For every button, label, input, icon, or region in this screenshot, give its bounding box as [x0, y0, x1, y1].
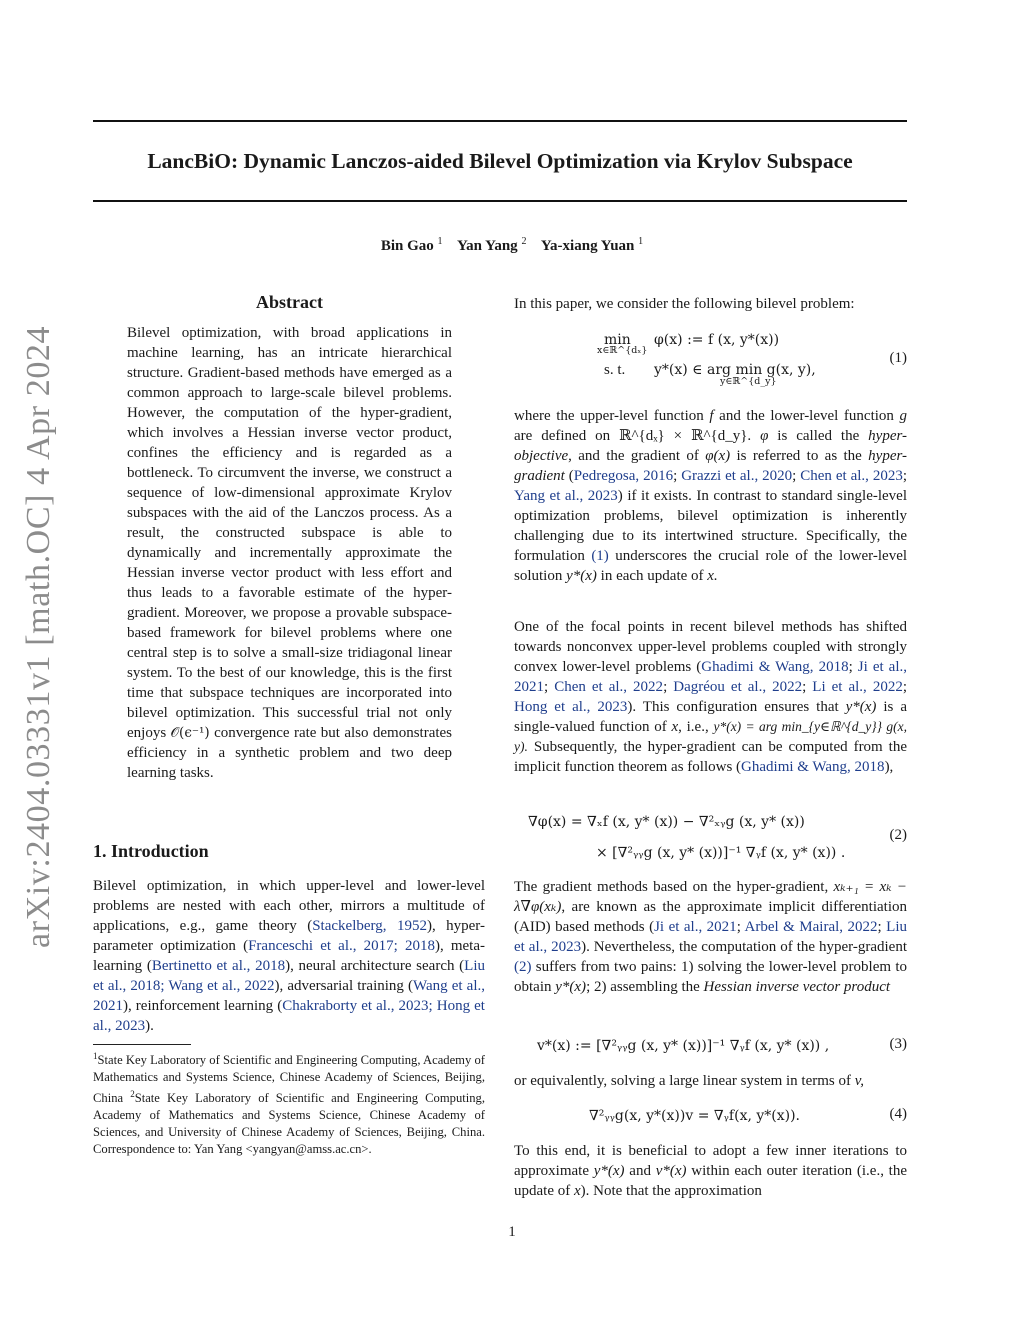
citation-link[interactable]: Wang et al., 2021 — [93, 978, 486, 1014]
footnote-rule — [93, 1044, 191, 1045]
math: y*(x) — [566, 568, 597, 584]
text: ). Note that the approximation — [580, 1183, 762, 1199]
paper-title: LancBiO: Dynamic Lanczos-aided Bilevel Optimization via Krylov Subspace — [147, 149, 853, 173]
math: x — [573, 1183, 581, 1199]
equation-number: (2) — [889, 827, 907, 843]
math: y*(x) — [593, 1163, 625, 1179]
footnote-text: State Key Laboratory of Scientific and Engineering Computing, Academy of Mathematics and Systems Science, Chinese Academy of Sciences, and University of Chinese Academy of Sciences, Beijing, China. Correspondence to: Yan Yang <yangyan@amss.ac.cn>. — [93, 1091, 485, 1156]
text: is called the — [777, 428, 860, 444]
complexity-bound: 𝒪(ϵ⁻¹) — [170, 725, 210, 741]
citation-link[interactable]: Grazzi et al., 2020 — [681, 468, 793, 484]
citation-link[interactable]: Li et al., 2022 — [812, 679, 903, 695]
text: ; 2) assembling the — [586, 979, 700, 995]
citation-link[interactable]: Chen et al., 2022 — [554, 679, 664, 695]
title-bottom-rule — [93, 200, 907, 202]
introduction-paragraph — [93, 876, 485, 1036]
affiliation-footnote — [93, 1048, 485, 1158]
author-name: Ya-xiang Yuan — [540, 238, 635, 254]
math: φ — [760, 428, 769, 444]
citation-link[interactable]: Chakraborty et al., 2023; Hong et al., 2023 — [93, 998, 485, 1034]
text: , are known as the approximate implicit differentiation (AID) based methods ( — [514, 899, 907, 935]
text: is a single-valued function of — [514, 699, 908, 735]
text: is referred to as the — [736, 448, 862, 464]
eq2-line2: × [∇²ᵧᵧg (x, y* (x))]⁻¹ ∇ᵧf (x, y* (x)) . — [596, 845, 846, 861]
math: y*(x) — [555, 979, 587, 995]
equation-number: (4) — [889, 1106, 907, 1122]
eq1-st: s. t. — [604, 362, 626, 378]
math: φ(x) — [705, 448, 731, 464]
citation-link[interactable]: Pedregosa, 2016 — [573, 468, 674, 484]
citation-link[interactable]: Yang et al., 2023 — [514, 488, 618, 504]
paragraph-aid-methods: The gradient methods based on the hyper-gradient, xₖ₊₁ = xₖ − λ∇φ(xₖ), are known as the approximate implicit differentiation (AID) based methods (Ji et al., 2021; Arbel & Mairal, 2022; Liu et al., 2023). Nevertheless, the computation of the hyper-gradient (2) suffers from two pains: 1) solving the lower-level problem to obtain y*(x); 2) assembling the Hessian inverse vector product — [514, 879, 908, 995]
math: v, — [854, 1073, 865, 1089]
citation-link[interactable]: Ghadimi & Wang, 2018 — [701, 659, 849, 675]
equation-3: v*(x) := [∇²ᵧᵧg (x, y* (x))]⁻¹ ∇ᵧf (x, y* (x)) , — [537, 1038, 830, 1054]
citation-link[interactable]: Liu et al., 2018; Wang et al., 2022 — [93, 958, 486, 994]
equation-ref-link[interactable]: (2) — [514, 959, 532, 975]
math: y*(x) — [845, 699, 877, 715]
text: underscores the crucial role of the lower-level solution — [514, 548, 908, 584]
citation-link[interactable]: Chen et al., 2023 — [800, 468, 903, 484]
text: ) if it exists. In contrast to standard single-level optimization problems, bilevel optimization is inherently challenging due to its intertwined structure. Specifically, the formulation — [514, 488, 907, 564]
math: y*(x) = arg min_{y∈ℝ^{d_y}} g(x, y). — [514, 719, 908, 754]
text: In this paper, we consider the following bilevel problem: — [514, 296, 855, 312]
text: The gradient methods based on the hyper-gradient, — [514, 879, 829, 895]
text: One of the focal points in recent bilevel methods has shifted towards nonconvex upper-level problems coupled with strongly convex lower-level problems ( — [514, 619, 907, 675]
text: are defined on ℝ^{dₓ} × ℝ^{d_y}. — [514, 428, 752, 444]
citation-link[interactable]: Ji et al., 2021 — [654, 919, 737, 935]
text: where the upper-level function — [514, 408, 704, 424]
text: ). This configuration ensures that — [627, 699, 839, 715]
equation-number: (3) — [889, 1036, 907, 1052]
eq1-min: min — [604, 332, 631, 348]
abstract-text: Bilevel optimization, with broad applications in machine learning, has an intricate hierarchical structure. Gradient-based methods have emerged as a common approach to large-scale bilevel problems. However, the computation of the hyper-gradient, which involves a Hessian inverse vector product, confines the efficiency and is regarded as a bottleneck. To circumvent the inverse, we construct a sequence of low-dimensional approximate Krylov subspaces with the aid of the Lanczos process. As a result, the constructed subspace is able to dynamically and incrementally approximate the Hessian inverse vector product with less effort and thus leads to a favorable estimate of the hyper-gradient. Moreover, we propose a provable subspace-based framework for bilevel problems where one central step is to solve a small-size tridiagonal linear system. To the best of our knowledge, this is the first time that subspace techniques are incorporated into bilevel optimization. This successful trial not only enjoys — [127, 325, 452, 741]
math: xₖ₊₁ = xₖ − λ∇φ(xₖ) — [514, 879, 907, 915]
text: ). — [145, 1018, 154, 1034]
problem-intro-line — [514, 294, 907, 314]
math: x. — [707, 568, 718, 584]
citation-link[interactable]: Bertinetto et al., 2018 — [151, 958, 286, 974]
text: ), hyper-parameter optimization ( — [93, 918, 485, 954]
math: g — [899, 408, 908, 424]
text: ), meta-learning ( — [93, 938, 486, 974]
citation-link[interactable]: Ghadimi & Wang, 2018 — [741, 759, 885, 775]
eq2-line1: ∇φ(x) = ∇ₓf (x, y* (x)) − ∇²ₓᵧg (x, y* (x)) — [528, 814, 805, 830]
citation-link[interactable]: Arbel & Mairal, 2022 — [744, 919, 878, 935]
footnote-mark: 2 — [130, 1089, 135, 1099]
author-name: Yan Yang — [456, 238, 518, 254]
text: suffers from two pains: 1) solving the lower-level problem to obtain — [514, 959, 907, 995]
section-heading-introduction: 1. Introduction — [93, 841, 209, 861]
text: within each outer iteration (i.e., the update of — [514, 1163, 908, 1199]
paragraph-inner-iterations — [514, 1141, 907, 1201]
text: and the lower-level function — [719, 408, 894, 424]
author-name: Bin Gao — [380, 238, 434, 254]
citation-link[interactable]: Dagréou et al., 2022 — [673, 679, 803, 695]
page-number: 1 — [508, 1224, 516, 1240]
citation-link[interactable]: Ji et al., 2021 — [514, 659, 907, 695]
text: , i.e., — [678, 719, 709, 735]
text: ), adversarial training ( — [274, 978, 414, 994]
abstract-heading: Abstract — [256, 292, 323, 312]
equation-number: (1) — [889, 350, 907, 366]
term: hyper-gradient — [514, 448, 908, 484]
math: f — [709, 408, 714, 424]
abstract-text-end: convergence rate but also demonstrates efficiency in a synthetic problem and two deep learning tasks. — [127, 725, 453, 781]
text: and — [629, 1163, 651, 1179]
term: hyper-objective — [514, 428, 908, 464]
abstract-body — [127, 323, 452, 783]
eq1-constraint: y*(x) ∈ arg min g(x, y), — [654, 362, 816, 378]
text: ), reinforcement learning ( — [123, 998, 283, 1014]
text: To this end, it is beneficial to adopt a few inner iterations to approximate — [514, 1143, 907, 1179]
citation-link[interactable]: Hong et al., 2023 — [514, 699, 628, 715]
top-rule — [93, 120, 907, 122]
math: x — [671, 719, 679, 735]
text: ), — [884, 759, 894, 775]
arxiv-identifier: arXiv:2404.03331v1 [math.OC] 4 Apr 2024 — [20, 325, 57, 948]
text: in each update of — [600, 568, 704, 584]
equation-4: ∇²ᵧᵧg(x, y*(x))v = ∇ᵧf(x, y*(x)). — [589, 1108, 801, 1124]
paragraph-linear-system — [514, 1071, 907, 1091]
eq1-con-sub: y∈ℝ^{d_y} — [720, 376, 777, 387]
author-affiliation: 1 — [638, 236, 644, 247]
citation-link[interactable]: Stackelberg, 1952 — [312, 918, 427, 934]
footnote-mark: 1 — [93, 1051, 98, 1061]
author-list — [0, 236, 1024, 255]
equation-ref-link[interactable]: (1) — [591, 548, 609, 564]
math: v*(x) — [655, 1163, 687, 1179]
eq1-objective: φ(x) := f (x, y*(x)) — [654, 332, 780, 348]
eq1-min-sub: x∈ℝ^{dₓ} — [597, 345, 648, 356]
text: Subsequently, the hyper-gradient can be computed from the implicit function theorem as follows ( — [514, 739, 908, 775]
text: , and the gradient of — [568, 448, 699, 464]
text: or equivalently, solving a large linear system in terms of — [514, 1073, 852, 1089]
citation-link[interactable]: Franceschi et al., 2017; 2018 — [248, 938, 435, 954]
paragraph-focal-points: One of the focal points in recent bilevel methods has shifted towards nonconvex upper-level problems coupled with strongly convex lower-level problems (Ghadimi & Wang, 2018; Ji et al., 2021; Chen et al., 2022; Dagréou et al., 2022; Li et al., 2022; Hong et al., 2023). This configuration ensures that y*(x) is a single-valued function of x, i.e., y*(x) = arg min_{y∈ℝ^{d_y}} g(x, y). Subsequently, the hyper-gradient can be computed from the implicit function theorem as follows (Ghadimi & Wang, 2018), — [514, 619, 908, 775]
citation-link[interactable]: Liu et al., 2023 — [514, 919, 908, 955]
term: Hessian inverse vector product — [703, 979, 891, 995]
text: ). Nevertheless, the computation of the hyper-gradient — [581, 939, 907, 955]
text: ), neural architecture search ( — [285, 958, 465, 974]
author-affiliation: 2 — [521, 236, 527, 247]
author-affiliation: 1 — [437, 236, 443, 247]
text: Bilevel optimization, in which upper-level and lower-level problems are nested with each other, mirrors a multitude of applications, e.g., game theory ( — [93, 878, 485, 934]
paragraph-hyper-objective: where the upper-level function f and the lower-level function g are defined on ℝ^{dₓ} × ℝ^{d_y}. φ is called the hyper-objective, and the gradient of φ(x) is referred to as the hyper-gradient (Pedregosa, 2016; Grazzi et al., 2020; Chen et al., 2023; Yang et al., 2023) if it exists. In contrast to standard single-level optimization problems, bilevel optimization is inherently challenging due to its intertwined structure. Specifically, the formulation (1) underscores the crucial role of the lower-level solution y*(x) in each update of x. — [514, 408, 908, 584]
text: ( — [568, 468, 574, 484]
footnote-text: State Key Laboratory of Scientific and Engineering Computing, Academy of Mathematics and Systems Science, Chinese Academy of Sciences, Beijing, China — [93, 1053, 485, 1106]
